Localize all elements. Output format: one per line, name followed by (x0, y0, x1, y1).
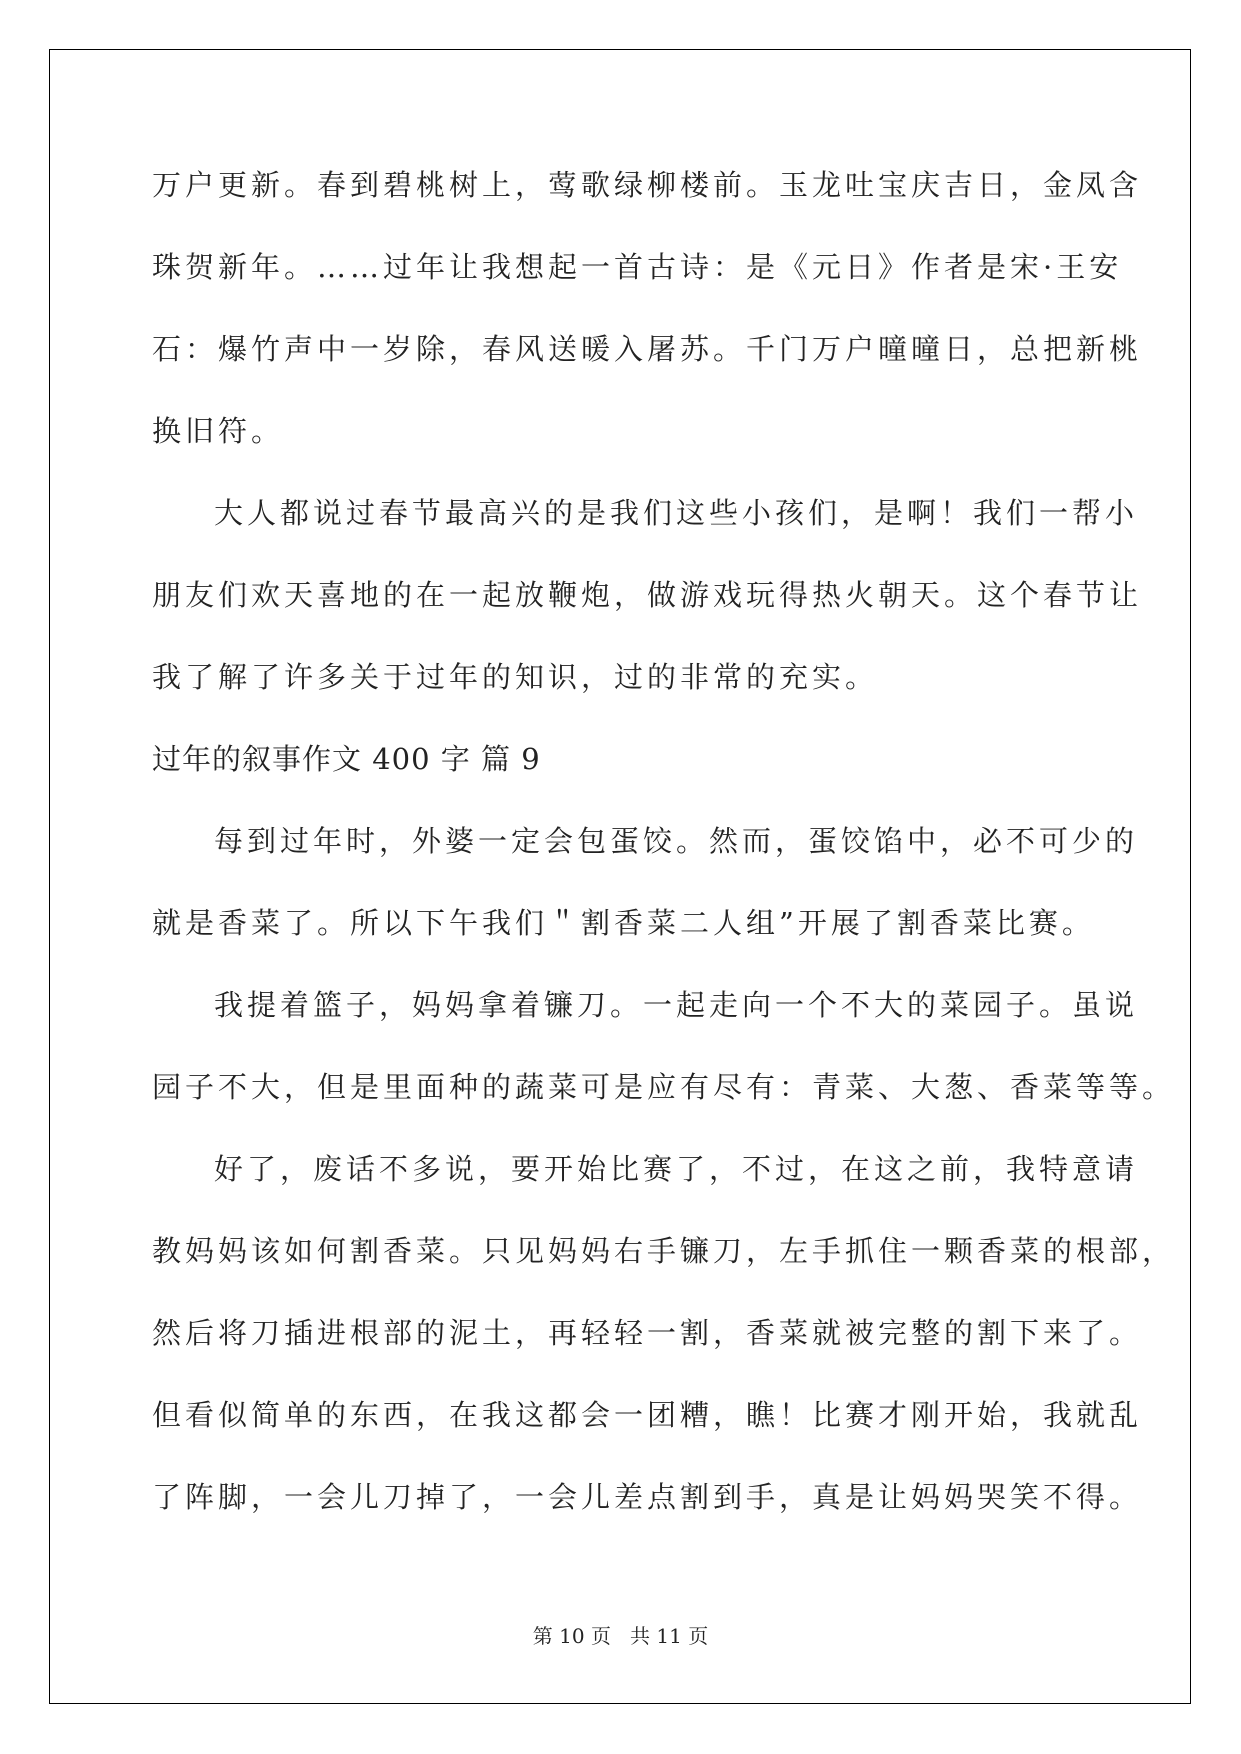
text-line: 了阵脚，一会儿刀掉了，一会儿差点割到手，真是让妈妈哭笑不得。 (152, 1480, 1143, 1514)
text-line: 但看似简单的东西，在我这都会一团糟，瞧！比赛才刚开始，我就乱 (152, 1398, 1143, 1432)
document-body (152, 160, 1176, 1554)
section-heading: 过年的叙事作文 400 字 篇 9 (152, 742, 541, 776)
text-line: 珠贺新年。……过年让我想起一首古诗：是《元日》作者是宋·王安 (152, 250, 1123, 284)
page-number: 第 10 页 共 11 页 (532, 1624, 709, 1648)
text-line: 石：爆竹声中一岁除，春风送暖入屠苏。千门万户曈曈日，总把新桃 (152, 332, 1143, 366)
paragraph-start-line: 好了，废话不多说，要开始比赛了，不过，在这之前，我特意请 (214, 1152, 1139, 1186)
text-line: 然后将刀插进根部的泥土，再轻轻一割，香菜就被完整的割下来了。 (152, 1316, 1143, 1350)
text-line: 我了解了许多关于过年的知识，过的非常的充实。 (152, 660, 879, 694)
text-line: 朋友们欢天喜地的在一起放鞭炮，做游戏玩得热火朝天。这个春节让 (152, 578, 1143, 612)
text-line: 园子不大，但是里面种的蔬菜可是应有尽有：青菜、大葱、香菜等等。 (152, 1070, 1176, 1104)
paragraph-start-line: 大人都说过春节最高兴的是我们这些小孩们，是啊！我们一帮小 (214, 496, 1139, 530)
text-line: 换旧符。 (152, 414, 285, 448)
text-line: 万户更新。春到碧桃树上，莺歌绿柳楼前。玉龙吐宝庆吉日，金凤含 (152, 168, 1143, 202)
paragraph-start-line: 我提着篮子，妈妈拿着镰刀。一起走向一个不大的菜园子。虽说 (214, 988, 1139, 1022)
paragraph-start-line: 每到过年时，外婆一定会包蛋饺。然而，蛋饺馅中，必不可少的 (214, 824, 1139, 858)
text-line: 就是香菜了。所以下午我们＂割香菜二人组”开展了割香菜比赛。 (152, 906, 1095, 940)
text-line: 教妈妈该如何割香菜。只见妈妈右手镰刀，左手抓住一颗香菜的根部， (152, 1234, 1176, 1268)
